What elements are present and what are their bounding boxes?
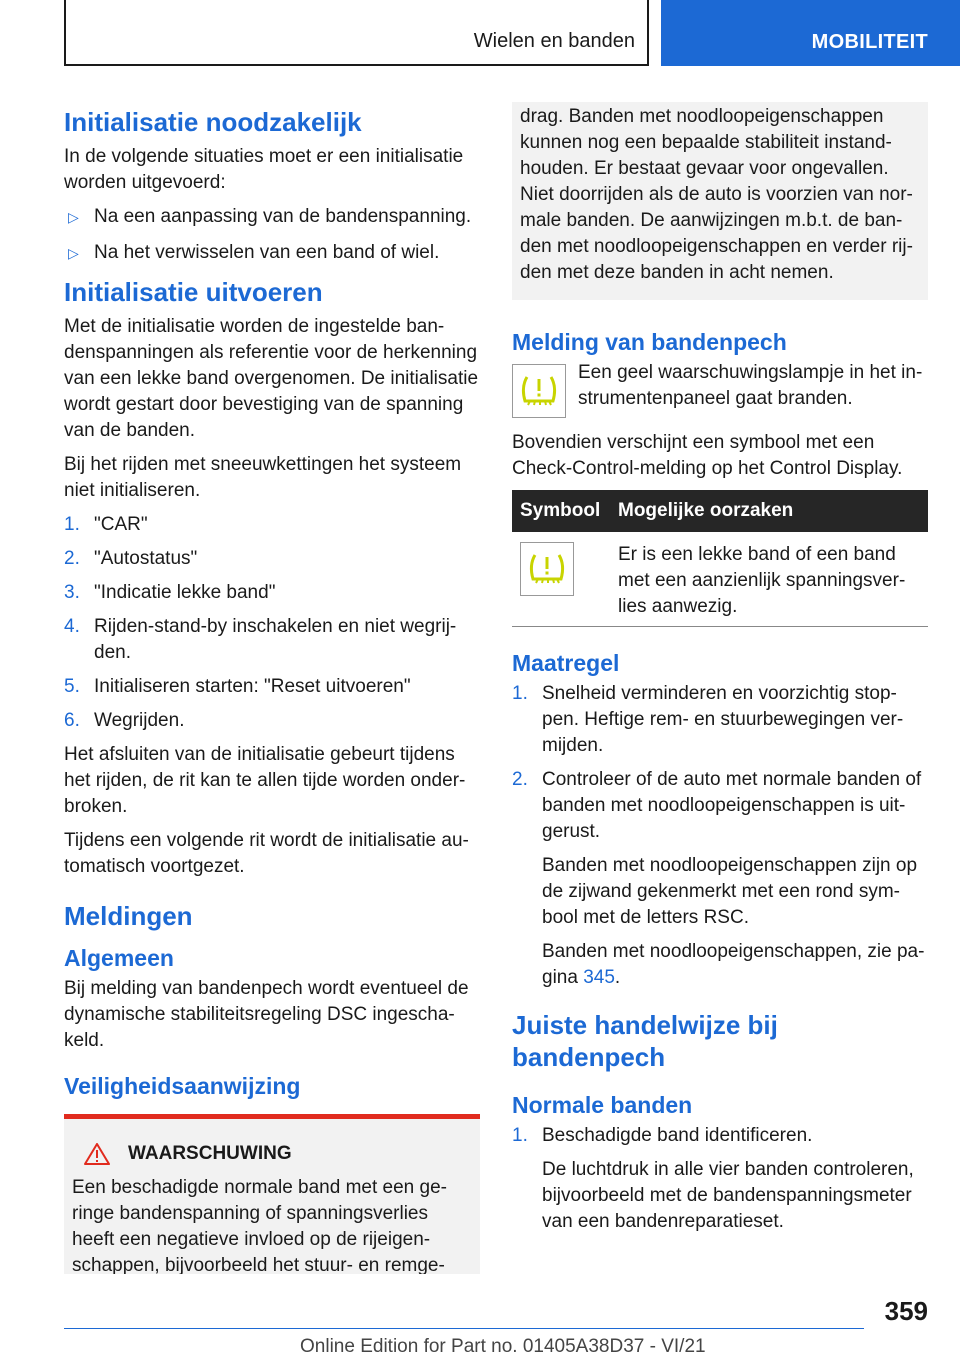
para-init-do-1: Met de initialisatie worden de ingestelde ban-denspanningen als referentie voor de herkenning van een lekke band overgenomen. De initialisatie wordt gestart door bevestiging van de spanning van de banden. xyxy=(64,316,479,441)
triangle-bullet-icon: ▷ xyxy=(68,209,79,225)
page-header xyxy=(0,0,960,66)
measure-sub-1: Banden met noodloopeigenschappen zijn op de zijwand gekenmerkt met een rond sym-bool met de letters RSC. xyxy=(542,855,918,928)
list-item: 3. "Indicatie lekke band" xyxy=(64,582,276,603)
tire-pressure-warning-icon xyxy=(520,542,574,596)
warning-text-continued: drag. Banden met noodloopeigenschappen kunnen nog een bepaalde stabiliteit instand-houden. Er bestaat gevaar voor ongevallen. Niet doorrijden als de auto is voorzien van nor-male banden. De aanwijzingen m.b.t. de ban-den met noodloopeigenschappen en verder rij-den met deze banden in acht nemen. xyxy=(520,106,913,283)
warning-header xyxy=(72,1141,472,1167)
heading-messages: Meldingen xyxy=(64,901,193,931)
table-header-causes: Mogelijke oorzaken xyxy=(610,490,928,532)
bullet-list xyxy=(64,204,480,266)
table-row xyxy=(512,532,928,627)
table-cell-cause: Er is een lekke band of een band met een aanzienlijk spanningsver-lies aanwezig. xyxy=(610,532,928,627)
footer-edition: Online Edition for Part no. 01405A38D37 - VI/21 xyxy=(300,1336,706,1357)
list-item: 1. Beschadigde band identificeren. De luchtdruk in alle vier banden controleren, bijvoorbeeld met de bandenspanningsmeter van een bandenreparatieset. xyxy=(512,1123,928,1235)
normal-steps-list xyxy=(512,1123,928,1235)
steps-list xyxy=(64,512,480,734)
chapter-tab xyxy=(661,0,960,66)
warning-text: Een beschadigde normale band met een ge-ringe bandenspanning of spanningsverlies heeft een negatieve invloed op de rijeigen-schappen, bijvoorbeeld het stuur- en remge- xyxy=(72,1177,447,1274)
lamp-text: Een geel waarschuwingslampje in het in-strumentenpaneel gaat branden. xyxy=(578,362,923,409)
para-init-needed: In de volgende situaties moet er een initialisatie worden uitgevoerd: xyxy=(64,146,464,193)
left-column xyxy=(64,100,480,1274)
list-item: 2. "Autostatus" xyxy=(64,548,198,569)
heading-safety: Veiligheidsaanwijzing xyxy=(64,1073,301,1099)
symbol-table xyxy=(512,490,928,627)
list-item: 1. Snelheid verminderen en voorzichtig stop-pen. Heftige rem- en stuurbewegingen ver-mijden. xyxy=(512,683,904,756)
triangle-bullet-icon: ▷ xyxy=(68,245,79,261)
warning-box xyxy=(64,1114,480,1274)
heading-init-do: Initialisatie uitvoeren xyxy=(64,277,323,307)
heading-flat-message: Melding van bandenpech xyxy=(512,329,787,355)
para-after-2: Tijdens een volgende rit wordt de initialisatie au-tomatisch voortgezet. xyxy=(64,830,469,877)
heading-normal-tires: Normale banden xyxy=(512,1092,693,1118)
heading-general: Algemeen xyxy=(64,945,174,971)
list-item: ▷ Na het verwisselen van een band of wiel. xyxy=(64,240,480,266)
warning-box-continued xyxy=(512,102,928,300)
measure-sub-2: Banden met noodloopeigenschappen, zie pa-gina 345. xyxy=(542,941,925,988)
table-header-symbol: Symbool xyxy=(512,490,610,532)
list-item: 6. Wegrijden. xyxy=(64,710,185,731)
chapter-title: MOBILITEIT xyxy=(811,31,928,53)
list-item: 2. Controleer of de auto met normale banden of banden met noodloopeigenschappen is uit-gerust. Banden met noodloopeigenschappen zijn op de zijwand gekenmerkt met een rond sym-bool met de letters RSC. Banden met noodloopeigenschappen, zie pa-gina 345. xyxy=(512,767,928,991)
para-general: Bij melding van bandenpech wordt eventueel de dynamische stabiliteitsregeling DSC ingescha-keld. xyxy=(64,978,469,1051)
heading-init-needed: Initialisatie noodzakelijk xyxy=(64,107,362,137)
footer-divider xyxy=(64,1328,864,1329)
para-after-1: Het afsluiten van de initialisatie gebeurt tijdens het rijden, de rit kan te allen tijde worden onder-broken. xyxy=(64,744,466,817)
normal-sub: De luchtdruk in alle vier banden controleren, bijvoorbeeld met de bandenspanningsmeter van een bandenreparatieset. xyxy=(542,1159,914,1232)
section-tab xyxy=(64,0,649,66)
para-check-control: Bovendien verschijnt een symbool met een Check-Control-melding op het Control Display. xyxy=(512,432,903,479)
tire-pressure-warning-icon xyxy=(512,364,566,418)
heading-correct-procedure: Juiste handelwijze bij bandenpech xyxy=(512,1010,778,1072)
measure-list xyxy=(512,681,928,991)
list-item: ▷ Na een aanpassing van de bandenspanning. xyxy=(64,204,480,230)
warning-title: WAARSCHUWING xyxy=(128,1143,292,1164)
list-item: 1. "CAR" xyxy=(64,514,148,535)
warning-lamp-row xyxy=(512,360,928,418)
warning-triangle-icon xyxy=(84,1143,110,1165)
table-header-row xyxy=(512,490,928,532)
list-item: 5. Initialiseren starten: "Reset uitvoeren" xyxy=(64,676,411,697)
section-title: Wielen en banden xyxy=(473,30,635,52)
para-init-do-2: Bij het rijden met sneeuwkettingen het systeem niet initialiseren. xyxy=(64,454,462,501)
right-column xyxy=(512,102,928,1243)
page-link[interactable]: 345 xyxy=(583,967,615,988)
list-item: 4. Rijden-stand-by inschakelen en niet wegrij-den. xyxy=(64,616,457,663)
page-number: 359 xyxy=(884,1296,928,1326)
heading-measure: Maatregel xyxy=(512,650,620,676)
